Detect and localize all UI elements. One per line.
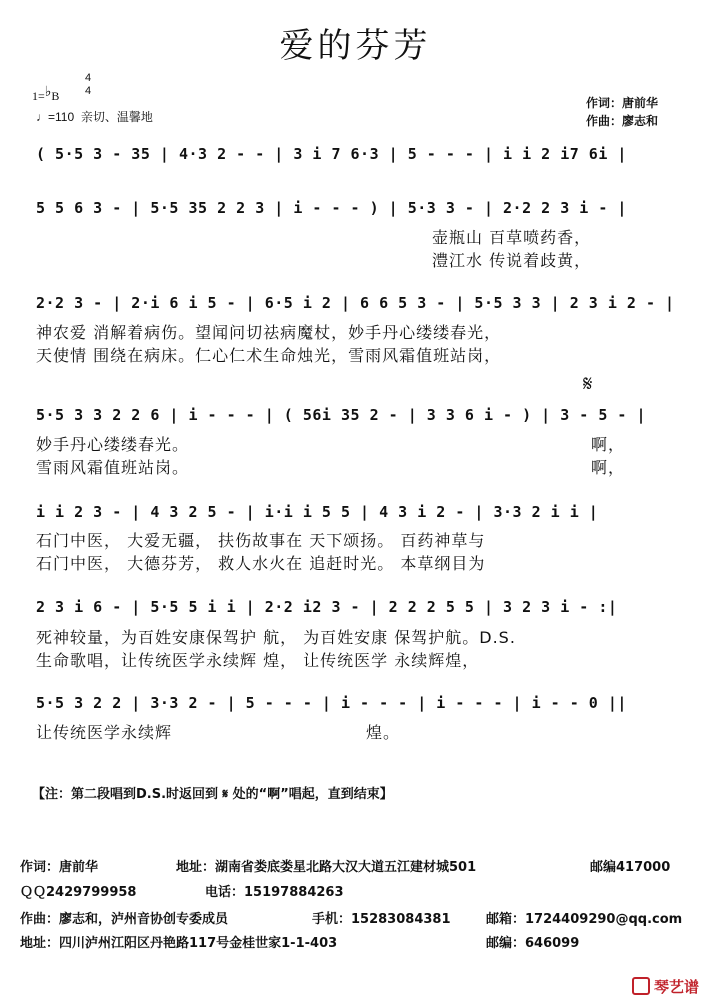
song-title: 爱的芬芳 xyxy=(279,26,432,66)
lyric-line-3b: 天使情 围绕在病床。仁心仁术生命烛光，雪雨风霜值班站岗， xyxy=(36,346,502,365)
lyric-line-4a-right: 啊， xyxy=(591,435,626,454)
footer-lyricist: 作词：唐前华 xyxy=(20,860,99,875)
lyric-line-2a: 壶瓶山 百草喷药香， xyxy=(432,228,592,247)
footer-phone: 电话：15197884263 xyxy=(205,885,344,900)
site-logo: 琴艺谱 xyxy=(632,976,699,997)
footer-lyricist-address: 地址：湖南省娄底娄星北路大汉大道五江建材城501 xyxy=(176,860,477,875)
lyric-line-7a-right: 煌。 xyxy=(366,723,401,742)
footer-qq: ＱＱ2429799958 xyxy=(20,885,137,900)
score-line-7: 5·5 3 2 2 | 3·3 2 - | 5 - - - | i - - - | i - - - | i - - 0 || xyxy=(36,694,627,712)
score-line-5: i i 2 3 - | 4 3 2 5 - | i·i i 5 5 | 4 3 i 2 - | 3·3 2 i i | xyxy=(36,503,599,521)
quarter-note-icon: ♩ xyxy=(36,110,48,124)
score-line-6: 2 3 i 6 - | 5·5 5 i i | 2·2 i2 3 - | 2 2 2 5 5 | 3 2 3 i - :| xyxy=(36,598,618,616)
score-line-3: 2·2 3 - | 2·i 6 i 5 - | 6·5 i 2 | 6 6 5 3 - | 5·5 3 3 | 2 3 i 2 - | xyxy=(36,294,675,312)
flat-sign: ♭ xyxy=(44,85,52,100)
lyric-line-5a: 石门中医， 大爱无疆， 扶伤故事在 天下颂扬。 百药神草与 xyxy=(36,531,486,550)
footer-composer-postcode: 邮编：646099 xyxy=(486,936,580,951)
segno-icon: 𝄋 xyxy=(583,372,593,397)
performance-note: 【注：第二段唱到D.S.时返回到 𝄋 处的“啊”唱起，直到结束】 xyxy=(32,787,393,802)
time-signature: 4 4 xyxy=(85,72,92,97)
lyric-line-3a: 神农爱 消解着病伤。望闻问切祛病魔杖，妙手丹心缕缕春光， xyxy=(36,323,502,342)
lyric-line-2b: 澧江水 传说着歧黄， xyxy=(432,251,592,270)
key-signature: 1=♭B xyxy=(32,85,60,103)
footer-composer: 作曲：廖志和，泸州音协创专委成员 xyxy=(20,912,229,927)
lyric-line-4b: 雪雨风霜值班站岗。 xyxy=(36,458,190,477)
lyricist-credit: 作词：唐前华 xyxy=(586,96,659,110)
score-line-2: 5 5 6 3 - | 5·5 35 2 2 3 | i - - - ) | 5·3 3 - | 2·2 2 3 i - | xyxy=(36,199,627,217)
tempo-marking: ♩=110 亲切、温馨地 xyxy=(36,110,153,124)
lyric-line-5b: 石门中医， 大德芬芳， 救人水火在 追赶时光。 本草纲目为 xyxy=(36,554,486,573)
footer-lyricist-postcode: 邮编417000 xyxy=(590,860,671,875)
lyric-line-6b: 生命歌唱，让传统医学永续辉 煌， 让传统医学 永续辉煌， xyxy=(36,651,480,670)
logo-mark-icon xyxy=(632,977,650,995)
footer-composer-address: 地址：四川泸州江阳区丹艳路117号金桂世家1-1-403 xyxy=(20,936,338,951)
lyric-line-4b-right: 啊， xyxy=(591,458,626,477)
lyric-line-6a: 死神较量，为百姓安康保驾护 航， 为百姓安康 保驾护航。D.S. xyxy=(36,628,516,647)
lyric-line-4a: 妙手丹心缕缕春光。 xyxy=(36,435,190,454)
lyric-line-7a: 让传统医学永续辉 xyxy=(36,723,173,742)
composer-credit: 作曲：廖志和 xyxy=(586,114,659,128)
footer-email: 邮箱：1724409290@qq.com xyxy=(486,912,683,927)
score-line-1: ( 5·5 3 - 35 | 4·3 2 - - | 3 i 7 6·3 | 5 - - - | i i 2 i7 6i | xyxy=(36,145,627,163)
score-line-4: 5·5 3 3 2 2 6 | i - - - | ( 56i 35 2 - | 3 3 6 i - ) | 3 - 5 - | xyxy=(36,406,646,424)
footer-mobile: 手机：15283084381 xyxy=(312,912,451,927)
